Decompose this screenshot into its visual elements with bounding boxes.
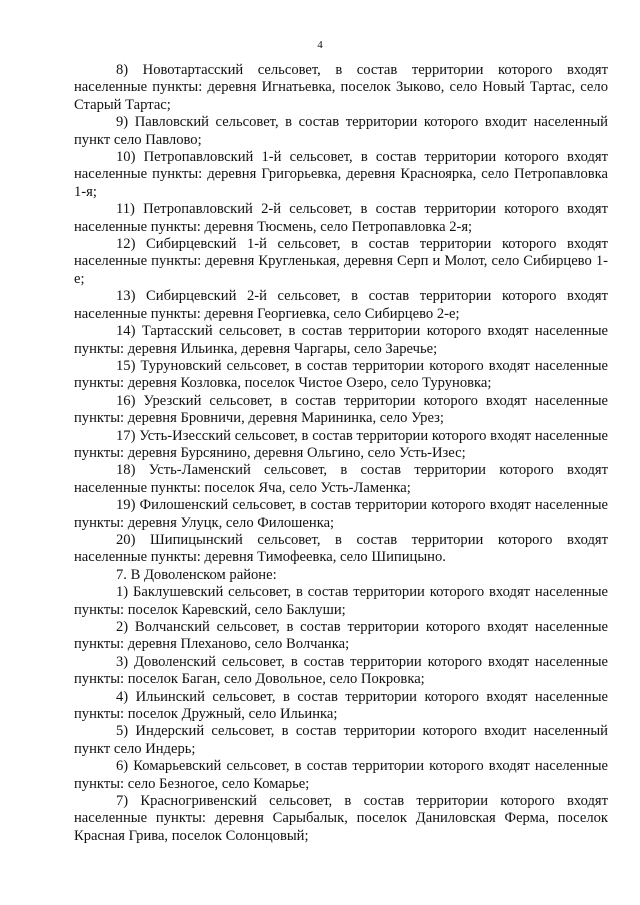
list-item: 13) Сибирцевский 2-й сельсовет, в состав территории которого входят населенные пункты: деревня Георгиевка, село Сибирцево 2-е; bbox=[74, 288, 608, 322]
list-item: 2) Волчанский сельсовет, в состав территории которого входят населенные пункты: деревня Плеханово, село Волчанка; bbox=[74, 619, 608, 653]
list-item: 9) Павловский сельсовет, в состав территории которого входит населенный пункт село Павлово; bbox=[74, 114, 608, 148]
list-item: 1) Баклушевский сельсовет, в состав территории которого входят населенные пункты: поселок Каревский, село Баклуши; bbox=[74, 584, 608, 618]
list-item: 15) Туруновский сельсовет, в состав территории которого входят населенные пункты: деревня Козловка, поселок Чистое Озеро, село Туруновка; bbox=[74, 357, 608, 392]
list-item: 17) Усть-Изесский сельсовет, в состав территории которого входят населенные пункты: деревня Бурсянино, деревня Ольгино, село Усть-Изес; bbox=[74, 427, 608, 461]
section-heading: 7. В Доволенском районе: bbox=[116, 566, 277, 583]
list-item: 7) Красногривенский сельсовет, в состав территории которого входят населенные пункты: деревня Сарыбалык, поселок Даниловская Ферма, поселок Красная Грива, поселок Солонцовый; bbox=[74, 793, 608, 844]
list-item: 16) Урезский сельсовет, в состав территории которого входят населенные пункты: деревня Бровничи, деревня Марининка, село Урез; bbox=[74, 392, 608, 427]
document-body bbox=[74, 62, 608, 845]
list-item: 12) Сибирцевский 1-й сельсовет, в состав территории которого входят населенные пункты: деревня Кругленькая, деревня Серп и Молот, село Сибирцево 1-е; bbox=[74, 236, 608, 287]
list-item: 4) Ильинский сельсовет, в состав территории которого входят населенные пункты: поселок Дружный, село Ильинка; bbox=[74, 688, 608, 723]
list-item: 6) Комарьевский сельсовет, в состав территории которого входят населенные пункты: село Безногое, село Комарье; bbox=[74, 758, 608, 792]
list-item: 3) Доволенский сельсовет, в состав территории которого входят населенные пункты: поселок Баган, село Довольное, село Покровка; bbox=[74, 653, 608, 688]
list-item: 11) Петропавловский 2-й сельсовет, в состав территории которого входят населенные пункты: деревня Тюсмень, село Петропавловка 2-я; bbox=[74, 201, 608, 235]
list-item: 10) Петропавловский 1-й сельсовет, в состав территории которого входят населенные пункты: деревня Григорьевка, деревня Красноярка, село Петропавловка 1-я; bbox=[74, 149, 608, 200]
list-item: 18) Усть-Ламенский сельсовет, в состав территории которого входят населенные пункты: поселок Яча, село Усть-Ламенка; bbox=[74, 462, 608, 496]
list-item: 14) Тартасский сельсовет, в состав территории которого входят населенные пункты: деревня Ильинка, деревня Чаргары, село Заречье; bbox=[74, 323, 608, 357]
list-item: 19) Филошенский сельсовет, в состав территории которого входят населенные пункты: деревня Улуцк, село Филошенка; bbox=[74, 497, 608, 531]
list-item: 20) Шипицынский сельсовет, в состав территории которого входят населенные пункты: деревня Тимофеевка, село Шипицыно. bbox=[74, 531, 608, 566]
list-item: 5) Индерский сельсовет, в состав территории которого входит населенный пункт село Индерь; bbox=[74, 723, 608, 757]
page-number: 4 bbox=[317, 39, 323, 51]
list-item: 8) Новотартасский сельсовет, в состав территории которого входят населенные пункты: деревня Игнатьевка, поселок Зыково, село Новый Тартас, село Старый Тартас; bbox=[74, 62, 608, 113]
